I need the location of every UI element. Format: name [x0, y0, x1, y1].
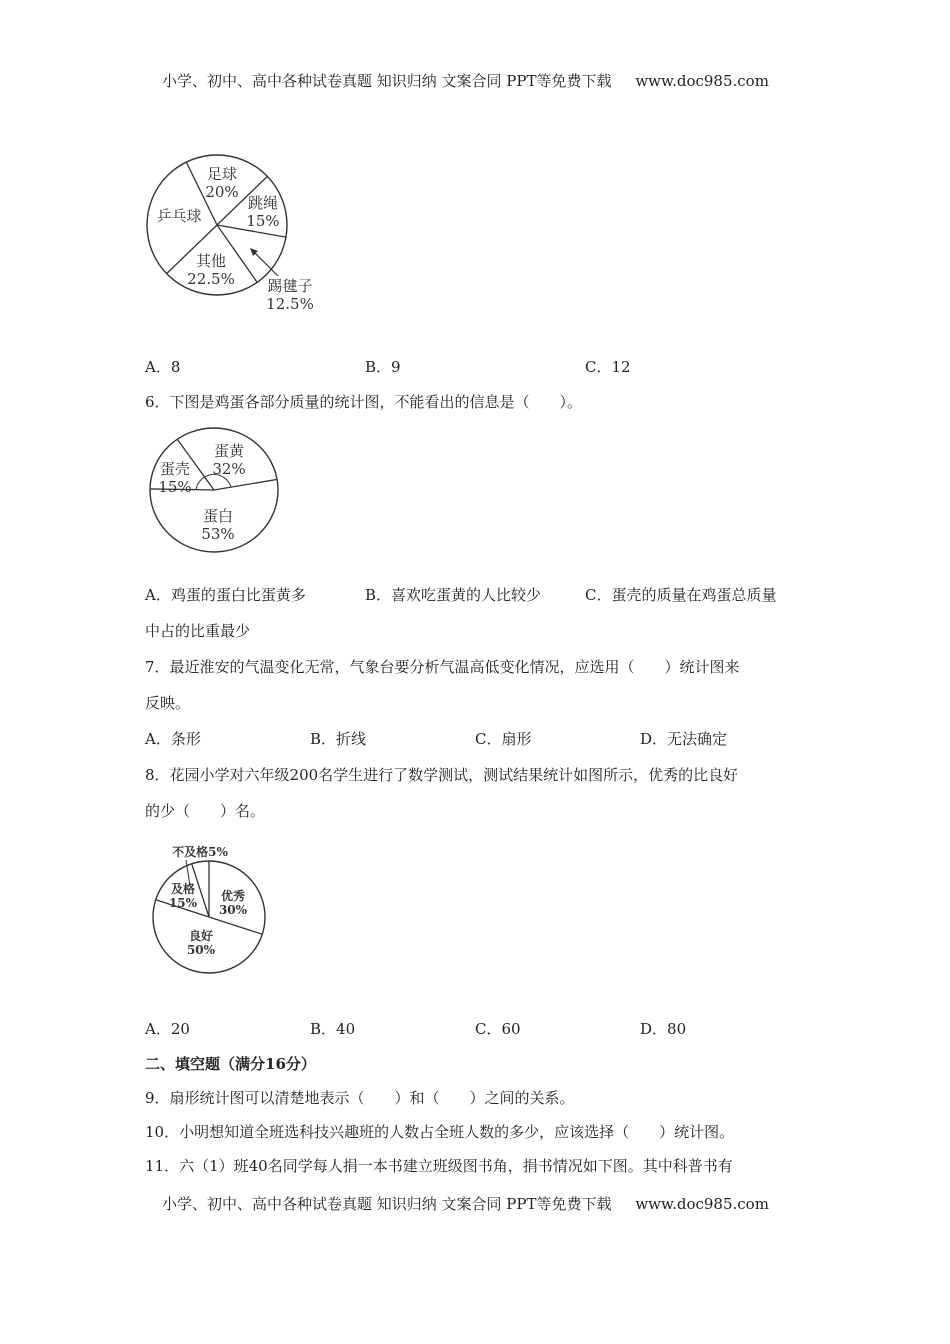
pie2-label-shell: 蛋壳 15% [158, 460, 192, 496]
q6-option-c-cont: 中占的比重最少 [145, 622, 251, 640]
pie1-label-jumprope: 跳绳 15% [246, 194, 280, 230]
q7-stem-cont: 反映。 [145, 694, 191, 712]
q7-stem: 7．最近淮安的气温变化无常，气象台要分析气温高低变化情况，应选用（ ）统计图来 [145, 658, 740, 676]
footer [162, 1193, 769, 1214]
header-url: www.doc985.com [635, 72, 769, 90]
pie3-label-excellent: 优秀 30% [218, 889, 248, 917]
header-text: 小学、初中、高中各种试卷真题 知识归纳 文案合同 PPT等免费下载 [162, 72, 612, 90]
q5-option-b: B．9 [365, 358, 401, 376]
q11: 11．六（1）班40名同学每人捐一本书建立班级图书角，捐书情况如下图。其中科普书有 [145, 1157, 733, 1175]
pie2-slice-1-edge [214, 479, 277, 490]
footer-text: 小学、初中、高中各种试卷真题 知识归纳 文案合同 PPT等免费下载 [162, 1195, 612, 1213]
pie3-label-pass: 及格 15% [168, 882, 198, 910]
pie2-label-white: 蛋白 53% [201, 507, 235, 543]
q8-option-b: B．40 [310, 1020, 356, 1038]
pie1-label-other: 其他 22.5% [187, 252, 235, 288]
q7-option-d: D．无法确定 [640, 730, 728, 748]
q6-option-a: A．鸡蛋的蛋白比蛋黄多 [145, 586, 306, 604]
pie3-label-fail: 不及格5% [172, 845, 228, 859]
q8-option-a: A．20 [145, 1020, 190, 1038]
section-title: 二、填空题（满分16分） [145, 1055, 316, 1073]
q6-stem: 6．下图是鸡蛋各部分质量的统计图，不能看出的信息是（ ）。 [145, 393, 583, 411]
q6-option-b: B．喜欢吃蛋黄的人比较少 [365, 586, 542, 604]
q6-option-c: C．蛋壳的质量在鸡蛋总质量 [585, 586, 777, 604]
pie3-slice-1-edge [209, 917, 262, 934]
q9: 9．扇形统计图可以清楚地表示（ ）和（ ）之间的关系。 [145, 1089, 575, 1107]
pie1-arrow-line [252, 250, 278, 276]
pie1-label-pingpong: 乒乓球 [156, 207, 202, 225]
q8-option-d: D．80 [640, 1020, 687, 1038]
q8-stem-cont: 的少（ ）名。 [145, 802, 266, 820]
q5-option-a: A．8 [145, 358, 181, 376]
pie2-label-yolk: 蛋黄 32% [212, 442, 246, 478]
footer-url: www.doc985.com [635, 1195, 769, 1213]
q5-option-c: C．12 [585, 358, 631, 376]
q7-option-a: A．条形 [145, 730, 201, 748]
pie3-label-good: 良好 50% [186, 929, 216, 957]
pie1-label-football: 足球 20% [205, 165, 239, 201]
q7-option-c: C．扇形 [475, 730, 532, 748]
q7-option-b: B．折线 [310, 730, 367, 748]
q10: 10．小明想知道全班选科技兴趣班的人数占全班人数的多少，应该选择（ ）统计图。 [145, 1123, 735, 1141]
q8-option-c: C．60 [475, 1020, 521, 1038]
pie1-label-shuttlecock: 踢毽子 12.5% [266, 277, 314, 313]
q8-stem: 8．花园小学对六年级200名学生进行了数学测试，测试结果统计如图所示，优秀的比良好 [145, 766, 739, 784]
